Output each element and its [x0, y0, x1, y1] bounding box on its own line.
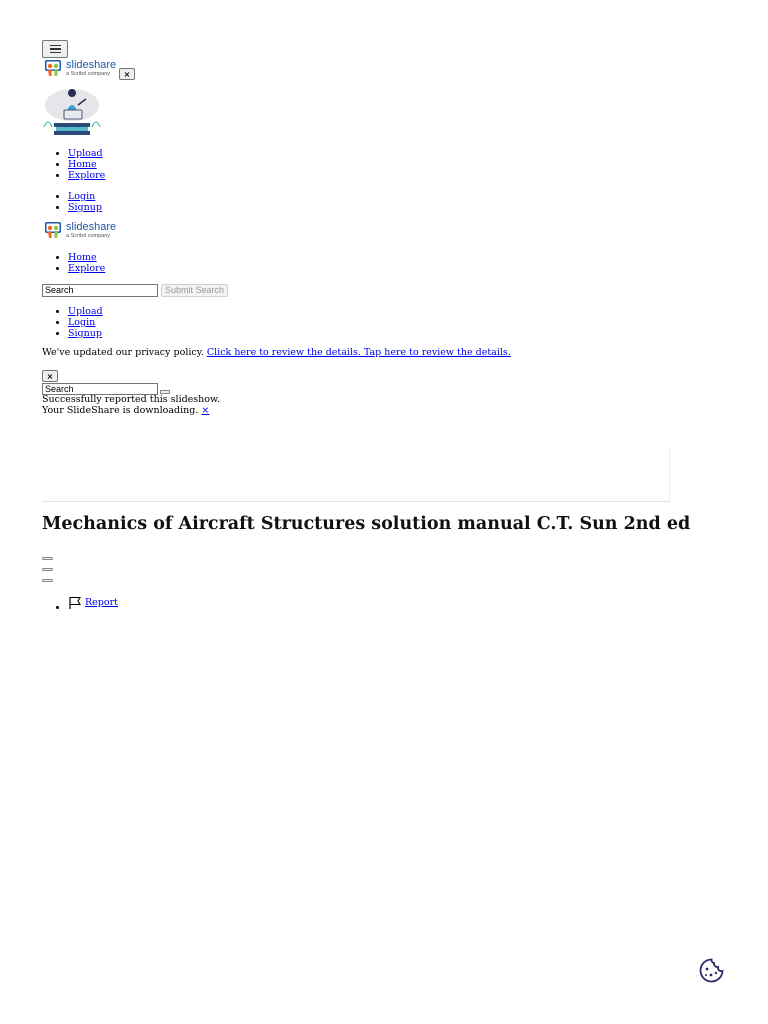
- report-item: [68, 596, 118, 610]
- privacy-notice: [42, 348, 511, 358]
- account-nav: [42, 191, 102, 213]
- privacy-text: We've updated our privacy policy.: [42, 347, 204, 358]
- close-icon: ×: [46, 371, 54, 381]
- explore-link[interactable]: Explore: [68, 263, 106, 274]
- nav-item-explore: [68, 170, 105, 181]
- upload-link[interactable]: Upload: [68, 306, 103, 317]
- menu-button[interactable]: [42, 40, 68, 58]
- privacy-details-link[interactable]: Click here to review the details. Tap here to review the details.: [206, 347, 511, 358]
- nav-item-upload: [68, 148, 105, 159]
- download-text: Your SlideShare is downloading.: [42, 405, 199, 416]
- secondary-nav: [42, 252, 105, 274]
- reader-illustration: [42, 83, 102, 137]
- nav-item-login: [68, 191, 102, 202]
- action-list: [42, 596, 118, 610]
- close-menu-button[interactable]: [119, 68, 135, 80]
- nav-item-signup: [68, 328, 103, 339]
- nav-item-home: [68, 252, 105, 263]
- nav-item-upload: [68, 306, 103, 317]
- login-link[interactable]: Login: [68, 317, 96, 328]
- upload-link[interactable]: Upload: [68, 148, 103, 159]
- search-input[interactable]: Search: [42, 284, 158, 297]
- primary-nav: [42, 148, 105, 181]
- report-link[interactable]: [68, 596, 118, 610]
- dismiss-download-link[interactable]: ×: [201, 405, 210, 416]
- submit-search-button[interactable]: Submit Search: [161, 284, 228, 297]
- signup-link[interactable]: Signup: [68, 328, 102, 339]
- logo-name: slideshare: [66, 59, 117, 71]
- close-button[interactable]: [42, 370, 58, 382]
- download-message: [42, 406, 209, 416]
- toggle-button[interactable]: [42, 579, 53, 582]
- toggle-button[interactable]: [42, 557, 53, 560]
- ad-placeholder: [42, 446, 670, 502]
- cookie-icon[interactable]: [698, 957, 725, 984]
- slideshare-logo-secondary[interactable]: [43, 221, 116, 241]
- close-icon: ×: [123, 69, 131, 79]
- nav-item-explore: [68, 263, 105, 274]
- slideshare-logo[interactable]: [43, 59, 116, 79]
- signup-link[interactable]: Signup: [68, 202, 102, 213]
- slideshare-logo-icon: [43, 59, 63, 79]
- login-link[interactable]: Login: [68, 191, 96, 202]
- nav-item-home: [68, 159, 105, 170]
- report-label: • Report: [85, 597, 118, 608]
- logo-name: slideshare: [66, 221, 117, 233]
- nav-item-signup: [68, 202, 102, 213]
- nav-item-login: [68, 317, 103, 328]
- document-title: Mechanics of Aircraft Structures solution manual C.T. Sun 2nd ed: [42, 514, 691, 534]
- hamburger-icon: [50, 45, 61, 46]
- report-success-message: Successfully reported this slideshow.: [42, 394, 221, 405]
- toggle-button[interactable]: [42, 568, 53, 571]
- home-link[interactable]: Home: [68, 252, 97, 263]
- flag-icon: [68, 596, 82, 610]
- secondary-account-nav: [42, 306, 103, 339]
- explore-link[interactable]: Explore: [68, 170, 106, 181]
- logo-tagline: a Scribd company: [66, 71, 111, 77]
- home-link[interactable]: Home: [68, 159, 97, 170]
- logo-tagline: a Scribd company: [66, 233, 111, 239]
- search-input-secondary[interactable]: Search: [42, 383, 158, 395]
- slideshare-logo-icon: [43, 221, 63, 241]
